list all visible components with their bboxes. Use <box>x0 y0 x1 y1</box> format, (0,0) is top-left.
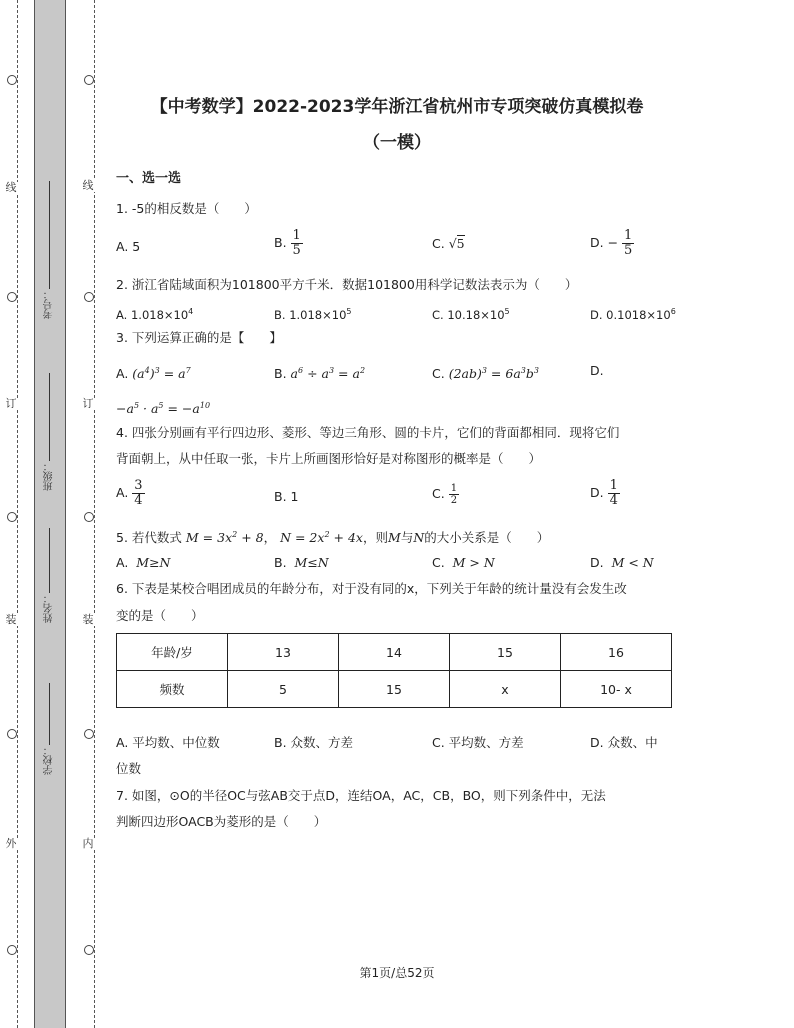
exponent: 5 <box>504 307 510 316</box>
q5-option-d[interactable] <box>590 555 654 571</box>
option-label: C. <box>432 486 445 501</box>
q6-option-b[interactable]: B. 众数、方差 <box>274 735 354 750</box>
question-2-stem: 2. 浙江省陆域面积为101800平方千米．数据101800用科学记数法表示为（ ） <box>116 277 578 292</box>
margin-char: 内 <box>82 837 94 850</box>
table-cell: 13 <box>228 634 339 671</box>
denominator: 5 <box>624 243 633 258</box>
field-label: 姓名： <box>43 593 55 623</box>
binding-hole <box>84 512 94 522</box>
fraction <box>449 483 459 506</box>
option-label: B. <box>274 555 287 570</box>
table-row <box>117 671 672 708</box>
margin-char: 订 <box>82 397 94 410</box>
section-heading: 一、选一选 <box>116 171 182 186</box>
fraction <box>291 229 303 258</box>
q5-option-b[interactable] <box>274 555 329 571</box>
formula: $N = 2x^2 + 4x$ <box>280 530 363 546</box>
option-text: A. 1.018×10 <box>116 307 189 322</box>
formula: $-a^5 \cdot a^5 = -a^{10}$ <box>116 401 211 417</box>
q1-option-d[interactable] <box>590 229 634 258</box>
field-label: 班级： <box>43 461 55 491</box>
binding-hole <box>7 945 17 955</box>
q3-option-a[interactable] <box>116 363 191 382</box>
q4-option-a[interactable] <box>116 479 145 508</box>
radicand: 5 <box>456 236 465 251</box>
table-cell: 16 <box>561 634 672 671</box>
binding-hole <box>84 729 94 739</box>
q2-option-c[interactable] <box>432 304 510 323</box>
name-field[interactable] <box>40 525 58 623</box>
stem-text: 的大小关系是（ ） <box>424 530 550 546</box>
table-cell: 频数 <box>117 671 228 708</box>
stem-text: 5. 若代数式 <box>116 530 182 546</box>
fraction <box>608 479 620 508</box>
option-label: D. <box>590 485 604 500</box>
fraction <box>622 229 634 258</box>
question-5-stem: 5. 若代数式 $M = 3x^2 + 8$， $N = 2x^2 + 4x$，则M与N的大小关系是（ ） <box>116 530 550 546</box>
option-label: A. <box>116 485 129 500</box>
q3-option-b[interactable] <box>274 363 365 382</box>
page-subtitle: （一模） <box>363 133 431 153</box>
q6-option-d[interactable]: D. 众数、中 <box>590 735 658 750</box>
denominator: 4 <box>134 493 143 508</box>
option-label: D. <box>590 555 604 570</box>
question-6-stem: 6. 下表是某校合唱团成员的年龄分布，对于没有同的x，下列关于年龄的统计量没有会发生改 <box>116 581 627 596</box>
question-4-stem: 4. 四张分别画有平行四边形、菱形、等边三角形、圆的卡片，它们的背面都相同．现将它们 <box>116 425 620 440</box>
numerator: 1 <box>450 483 458 494</box>
question-1-stem: 1. -5的相反数是（ ） <box>116 201 257 216</box>
q1-option-b[interactable] <box>274 229 303 258</box>
table-cell: 年龄/岁 <box>117 634 228 671</box>
page-footer: 第1页/总52页 <box>359 966 435 980</box>
formula: $(a^4)^3 = a^7$ <box>132 366 191 382</box>
exponent: 4 <box>188 307 194 316</box>
exponent: 5 <box>346 307 352 316</box>
margin-char: 线 <box>82 179 94 192</box>
denominator: 2 <box>450 495 458 506</box>
binding-hole <box>84 292 94 302</box>
stem-text: ，则 <box>362 530 388 546</box>
q4-option-b[interactable]: B. 1 <box>274 489 299 504</box>
margin-char: 外 <box>5 837 17 850</box>
q5-option-c[interactable] <box>432 555 495 571</box>
table-cell: 14 <box>339 634 450 671</box>
q3-option-d-formula <box>116 398 210 417</box>
binding-hole <box>7 292 17 302</box>
formula: $M = 3x^2 + 8$ <box>185 530 264 546</box>
formula: M≥N <box>136 555 171 570</box>
page-title: 【中考数学】2022-2023学年浙江省杭州市专项突破仿真模拟卷 <box>150 97 644 117</box>
q4-option-d[interactable] <box>590 479 620 508</box>
margin-char: 线 <box>5 181 17 194</box>
binding-hole <box>84 945 94 955</box>
school-field[interactable] <box>40 680 58 775</box>
q6-option-d-cont: 位数 <box>116 761 142 776</box>
option-label: A. <box>116 366 129 382</box>
binding-hole <box>84 75 94 85</box>
q6-option-c[interactable]: C. 平均数、方差 <box>432 735 524 750</box>
table-row <box>117 634 672 671</box>
margin-char: 订 <box>5 397 17 410</box>
binding-hole <box>7 729 17 739</box>
q4-option-c[interactable] <box>432 483 459 506</box>
margin-char: 装 <box>82 613 94 626</box>
formula: M < N <box>611 555 654 570</box>
field-underline <box>49 683 50 745</box>
table-cell: 5 <box>228 671 339 708</box>
formula: M≤N <box>294 555 329 570</box>
field-underline <box>49 528 50 593</box>
denominator: 4 <box>609 493 618 508</box>
q6-option-a[interactable]: A. 平均数、中位数 <box>116 735 220 750</box>
option-text: C. 10.18×10 <box>432 307 505 322</box>
field-label: 考号： <box>43 289 55 319</box>
q2-option-d[interactable] <box>590 304 676 323</box>
option-label: A. <box>116 555 129 570</box>
option-label: B. <box>274 366 287 382</box>
outer-cut-line <box>17 0 18 1028</box>
numerator: 1 <box>609 478 618 493</box>
question-7-stem: 7. 如图，⊙O的半径OC与弦AB交于点D，连结OA，AC，CB，BO，则下列条件中，无法 <box>116 788 606 803</box>
q5-option-a[interactable] <box>116 555 170 571</box>
age-distribution-table <box>116 633 672 708</box>
table-cell: x <box>450 671 561 708</box>
option-text: B. 1.018×10 <box>274 307 347 322</box>
question-3-stem: 3. 下列运算正确的是【 】 <box>116 330 282 345</box>
binding-strip <box>34 0 66 1028</box>
q1-option-c[interactable] <box>432 236 465 252</box>
q2-option-b[interactable] <box>274 304 352 323</box>
field-underline <box>49 181 50 289</box>
q3-option-c[interactable] <box>432 363 539 382</box>
option-label: C. <box>432 236 445 251</box>
formula: $a^6 \div a^3 = a^2$ <box>290 366 366 382</box>
formula: N <box>413 530 425 546</box>
fraction <box>132 479 144 508</box>
binding-hole <box>7 512 17 522</box>
option-label: C. <box>432 555 445 570</box>
class-field[interactable] <box>40 370 58 491</box>
table-cell: 10- x <box>561 671 672 708</box>
question-6-stem-cont: 变的是（ ） <box>116 608 204 623</box>
option-text: D. 0.1018×10 <box>590 307 671 322</box>
q1-option-a[interactable]: A. 5 <box>116 239 141 254</box>
table-cell: 15 <box>450 634 561 671</box>
binding-hole <box>7 75 17 85</box>
field-label: 学校： <box>43 745 55 775</box>
inner-cut-line <box>94 0 95 1028</box>
formula: M <box>388 530 401 546</box>
field-underline <box>49 373 50 461</box>
exam-number-field[interactable] <box>40 178 58 319</box>
numerator: 1 <box>624 228 633 243</box>
q2-option-a[interactable] <box>116 304 193 323</box>
numerator: 1 <box>292 228 301 243</box>
option-label: D. − <box>590 235 619 250</box>
margin-char: 装 <box>5 613 17 626</box>
q3-option-d[interactable]: D. <box>590 363 604 378</box>
question-4-stem-cont: 背面朝上，从中任取一张，卡片上所画图形恰好是对称图形的概率是（ ） <box>116 451 542 466</box>
formula: $(2ab)^3 = 6a^3b^3$ <box>448 366 539 382</box>
formula: M > N <box>452 555 495 570</box>
table-cell: 15 <box>339 671 450 708</box>
question-7-stem-cont: 判断四边形OACB为菱形的是（ ） <box>116 814 327 829</box>
exponent: 6 <box>670 307 676 316</box>
sqrt-icon: √5 <box>448 236 465 251</box>
numerator: 3 <box>134 478 143 493</box>
option-label: B. <box>274 235 287 250</box>
option-label: C. <box>432 366 445 382</box>
denominator: 5 <box>292 243 301 258</box>
